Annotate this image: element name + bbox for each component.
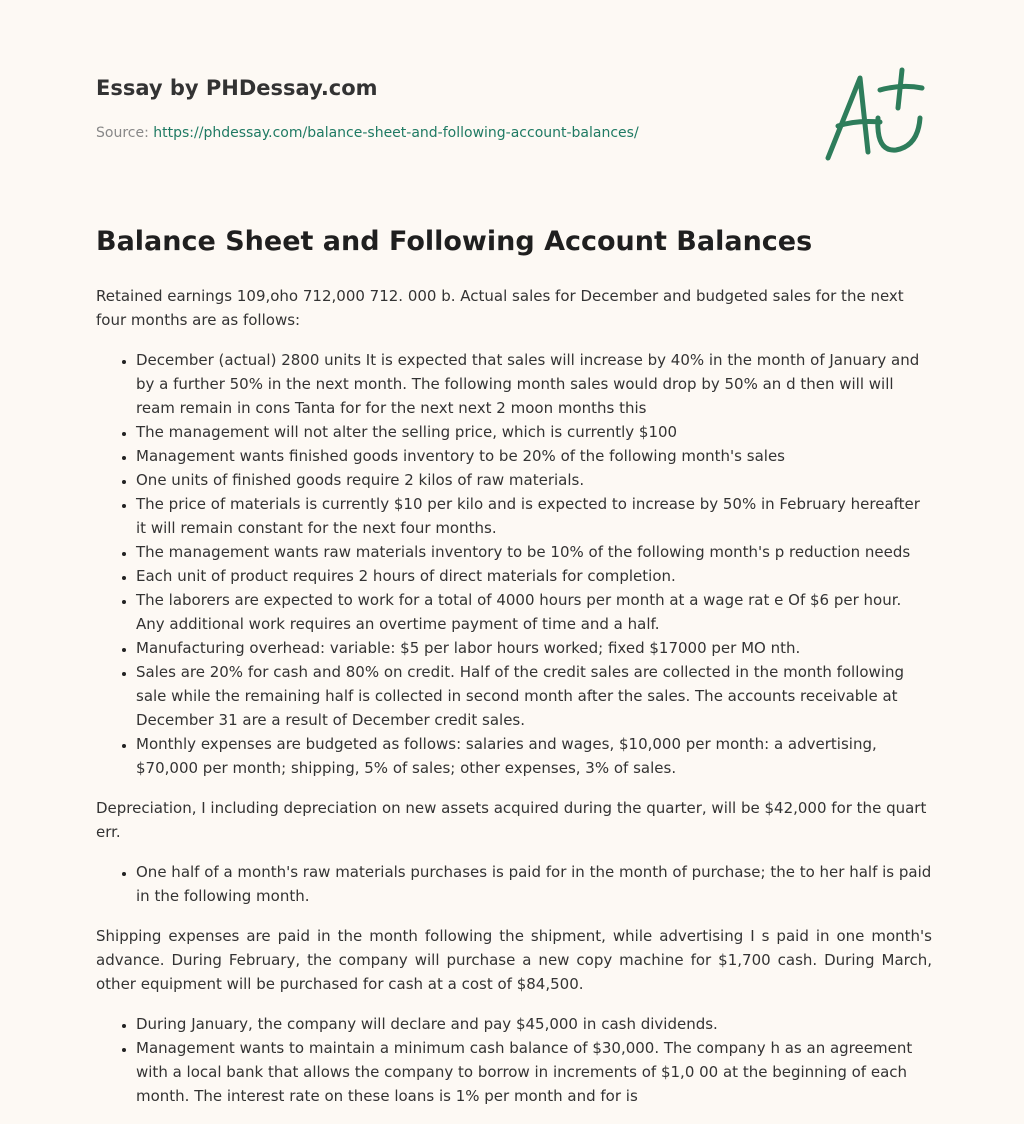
list-item: • The management will not alter the selling price, which is currently $100 xyxy=(136,420,932,444)
article-body xyxy=(96,284,932,1124)
a-plus-logo-icon xyxy=(818,64,928,164)
page-title: Balance Sheet and Following Account Balances xyxy=(96,226,813,257)
list-item: • Monthly expenses are budgeted as follows: salaries and wages, $10,000 per month: a advertising, $70,000 per month; shipping, 5% of sales; other expenses, 3% of sales. xyxy=(136,732,932,780)
list-item: • Management wants finished goods inventory to be 20% of the following month's sales xyxy=(136,444,932,468)
list-item: • Management wants to maintain a minimum cash balance of $30,000. The company h as an agreement with a local bank that allows the company to borrow in increments of $1,0 00 at the beginning of each month. The interest rate on these loans is 1% per month and for is xyxy=(136,1036,932,1108)
list-item: • The price of materials is currently $10 per kilo and is expected to increase by 50% in February hereafter it will remain constant for the next four months. xyxy=(136,492,932,540)
list-item: • During January, the company will declare and pay $45,000 in cash dividends. xyxy=(136,1012,932,1036)
source-link[interactable]: https://phdessay.com/balance-sheet-and-following-account-balances/ xyxy=(153,125,639,141)
list-item: • December (actual) 2800 units It is expected that sales will increase by 40% in the month of January and by a further 50% in the next month. The following month sales would drop by 50% an d then will will ream remain in cons Tanta for for the next next 2 moon months this xyxy=(136,348,932,420)
paragraph: Retained earnings 109,oho 712,000 712. 000 b. Actual sales for December and budgeted sales for the next four months are as follows: xyxy=(96,287,904,329)
list-item: • One half of a month's raw materials purchases is paid for in the month of purchase; the to her half is paid in the following month. xyxy=(136,860,932,908)
list-item: • The laborers are expected to work for a total of 4000 hours per month at a wage rat e Of $6 per hour. Any additional work requires an overtime payment of time and a half. xyxy=(136,588,932,636)
list-item: • The management wants raw materials inventory to be 10% of the following month's p reduction needs xyxy=(136,540,932,564)
paragraph: Depreciation, I including depreciation on new assets acquired during the quarter, will be $42,000 for the quart err. xyxy=(96,799,927,841)
source-label: Source: xyxy=(96,125,154,141)
paragraph: Shipping expenses are paid in the month following the shipment, while advertising I s paid in one month's advance. During February, the company will purchase a new copy machine for $1,700 cash. During March, other equipment will be purchased for cash at a cost of $84,500. xyxy=(96,927,932,993)
list-item: • Sales are 20% for cash and 80% on credit. Half of the credit sales are collected in the month following sale while the remaining half is collected in second month after the sales. The accounts receivable at December 31 are a result of December credit sales. xyxy=(136,660,932,732)
bullet-list-3 xyxy=(96,1012,932,1108)
site-brand: Essay by PHDessay.com xyxy=(96,76,378,100)
list-item: • One units of finished goods require 2 kilos of raw materials. xyxy=(136,468,932,492)
source-line xyxy=(96,125,639,141)
bullet-list-2 xyxy=(96,860,932,908)
list-item: • Each unit of product requires 2 hours of direct materials for completion. xyxy=(136,564,932,588)
list-item: • Manufacturing overhead: variable: $5 per labor hours worked; fixed $17000 per MO nth. xyxy=(136,636,932,660)
bullet-list-1 xyxy=(96,348,932,780)
